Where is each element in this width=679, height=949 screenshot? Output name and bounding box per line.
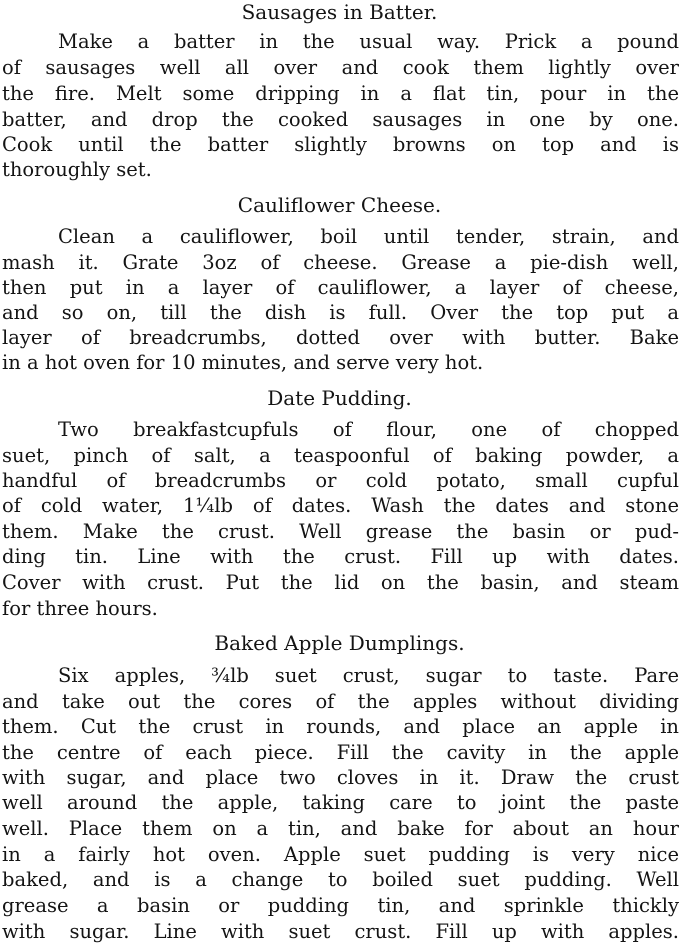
recipe-line: and take out the cores of the apples without dividing xyxy=(2,690,679,713)
recipe-line: then put in a layer of cauliflower, a layer of cheese, xyxy=(2,276,679,299)
recipe-line: of cold water, 1¼lb of dates. Wash the dates and stone xyxy=(2,494,679,517)
recipe-line: in a fairly hot oven. Apple suet pudding is very nice xyxy=(2,843,679,866)
recipe-line: them. Make the crust. Well grease the basin or pud- xyxy=(2,520,679,543)
recipe-line: them. Cut the crust in rounds, and place an apple in xyxy=(2,715,679,738)
recipe-line: mash it. Grate 3oz of cheese. Grease a pie-dish well, xyxy=(2,251,679,274)
recipe-line: Cook until the batter slightly browns on top and is xyxy=(2,133,679,156)
recipe-line: well. Place them on a tin, and bake for about an hour xyxy=(2,817,679,840)
recipe-line: of sausages well all over and cook them lightly over xyxy=(2,56,679,79)
recipe-line: Clean a cauliflower, boil until tender, strain, and xyxy=(58,225,679,248)
recipe-title-date-pudding: Date Pudding. xyxy=(267,386,412,410)
recipe-line: Cover with crust. Put the lid on the basin, and steam xyxy=(2,571,679,594)
recipe-line: layer of breadcrumbs, dotted over with butter. Bake xyxy=(2,326,679,349)
recipe-line: with sugar, and place two cloves in it. Draw the crust xyxy=(2,766,679,789)
recipe-line: Make a batter in the usual way. Prick a pound xyxy=(58,30,679,53)
recipe-line: baked, and is a change to boiled suet pudding. Well xyxy=(2,868,679,891)
recipe-line: and so on, till the dish is full. Over the top put a xyxy=(2,301,679,324)
recipe-line: with sugar. Line with suet crust. Fill up with apples. xyxy=(2,920,679,943)
recipe-title-sausages: Sausages in Batter. xyxy=(241,0,438,24)
recipe-line: ding tin. Line with the crust. Fill up with dates. xyxy=(2,545,679,568)
recipe-line: in a hot oven for 10 minutes, and serve very hot. xyxy=(2,351,484,374)
recipe-line: suet, pinch of salt, a teaspoonful of baking powder, a xyxy=(2,444,679,467)
recipe-line: well around the apple, taking care to joint the paste xyxy=(2,791,679,814)
recipe-line: for three hours. xyxy=(2,597,158,620)
recipe-line: batter, and drop the cooked sausages in one by one. xyxy=(2,108,679,131)
recipe-title-apple-dumplings: Baked Apple Dumplings. xyxy=(214,631,465,655)
recipe-line: the fire. Melt some dripping in a flat tin, pour in the xyxy=(2,82,679,105)
recipe-line: grease a basin or pudding tin, and sprinkle thickly xyxy=(2,894,679,917)
recipe-line: Two breakfastcupfuls of flour, one of chopped xyxy=(58,418,679,441)
recipe-line: handful of breadcrumbs or cold potato, small cupful xyxy=(2,469,679,492)
recipe-line: the centre of each piece. Fill the cavity in the apple xyxy=(2,741,679,764)
recipe-line: thoroughly set. xyxy=(2,158,152,181)
recipe-line: Six apples, ¾lb suet crust, sugar to taste. Pare xyxy=(58,664,679,687)
recipe-title-cauliflower: Cauliflower Cheese. xyxy=(237,193,442,217)
